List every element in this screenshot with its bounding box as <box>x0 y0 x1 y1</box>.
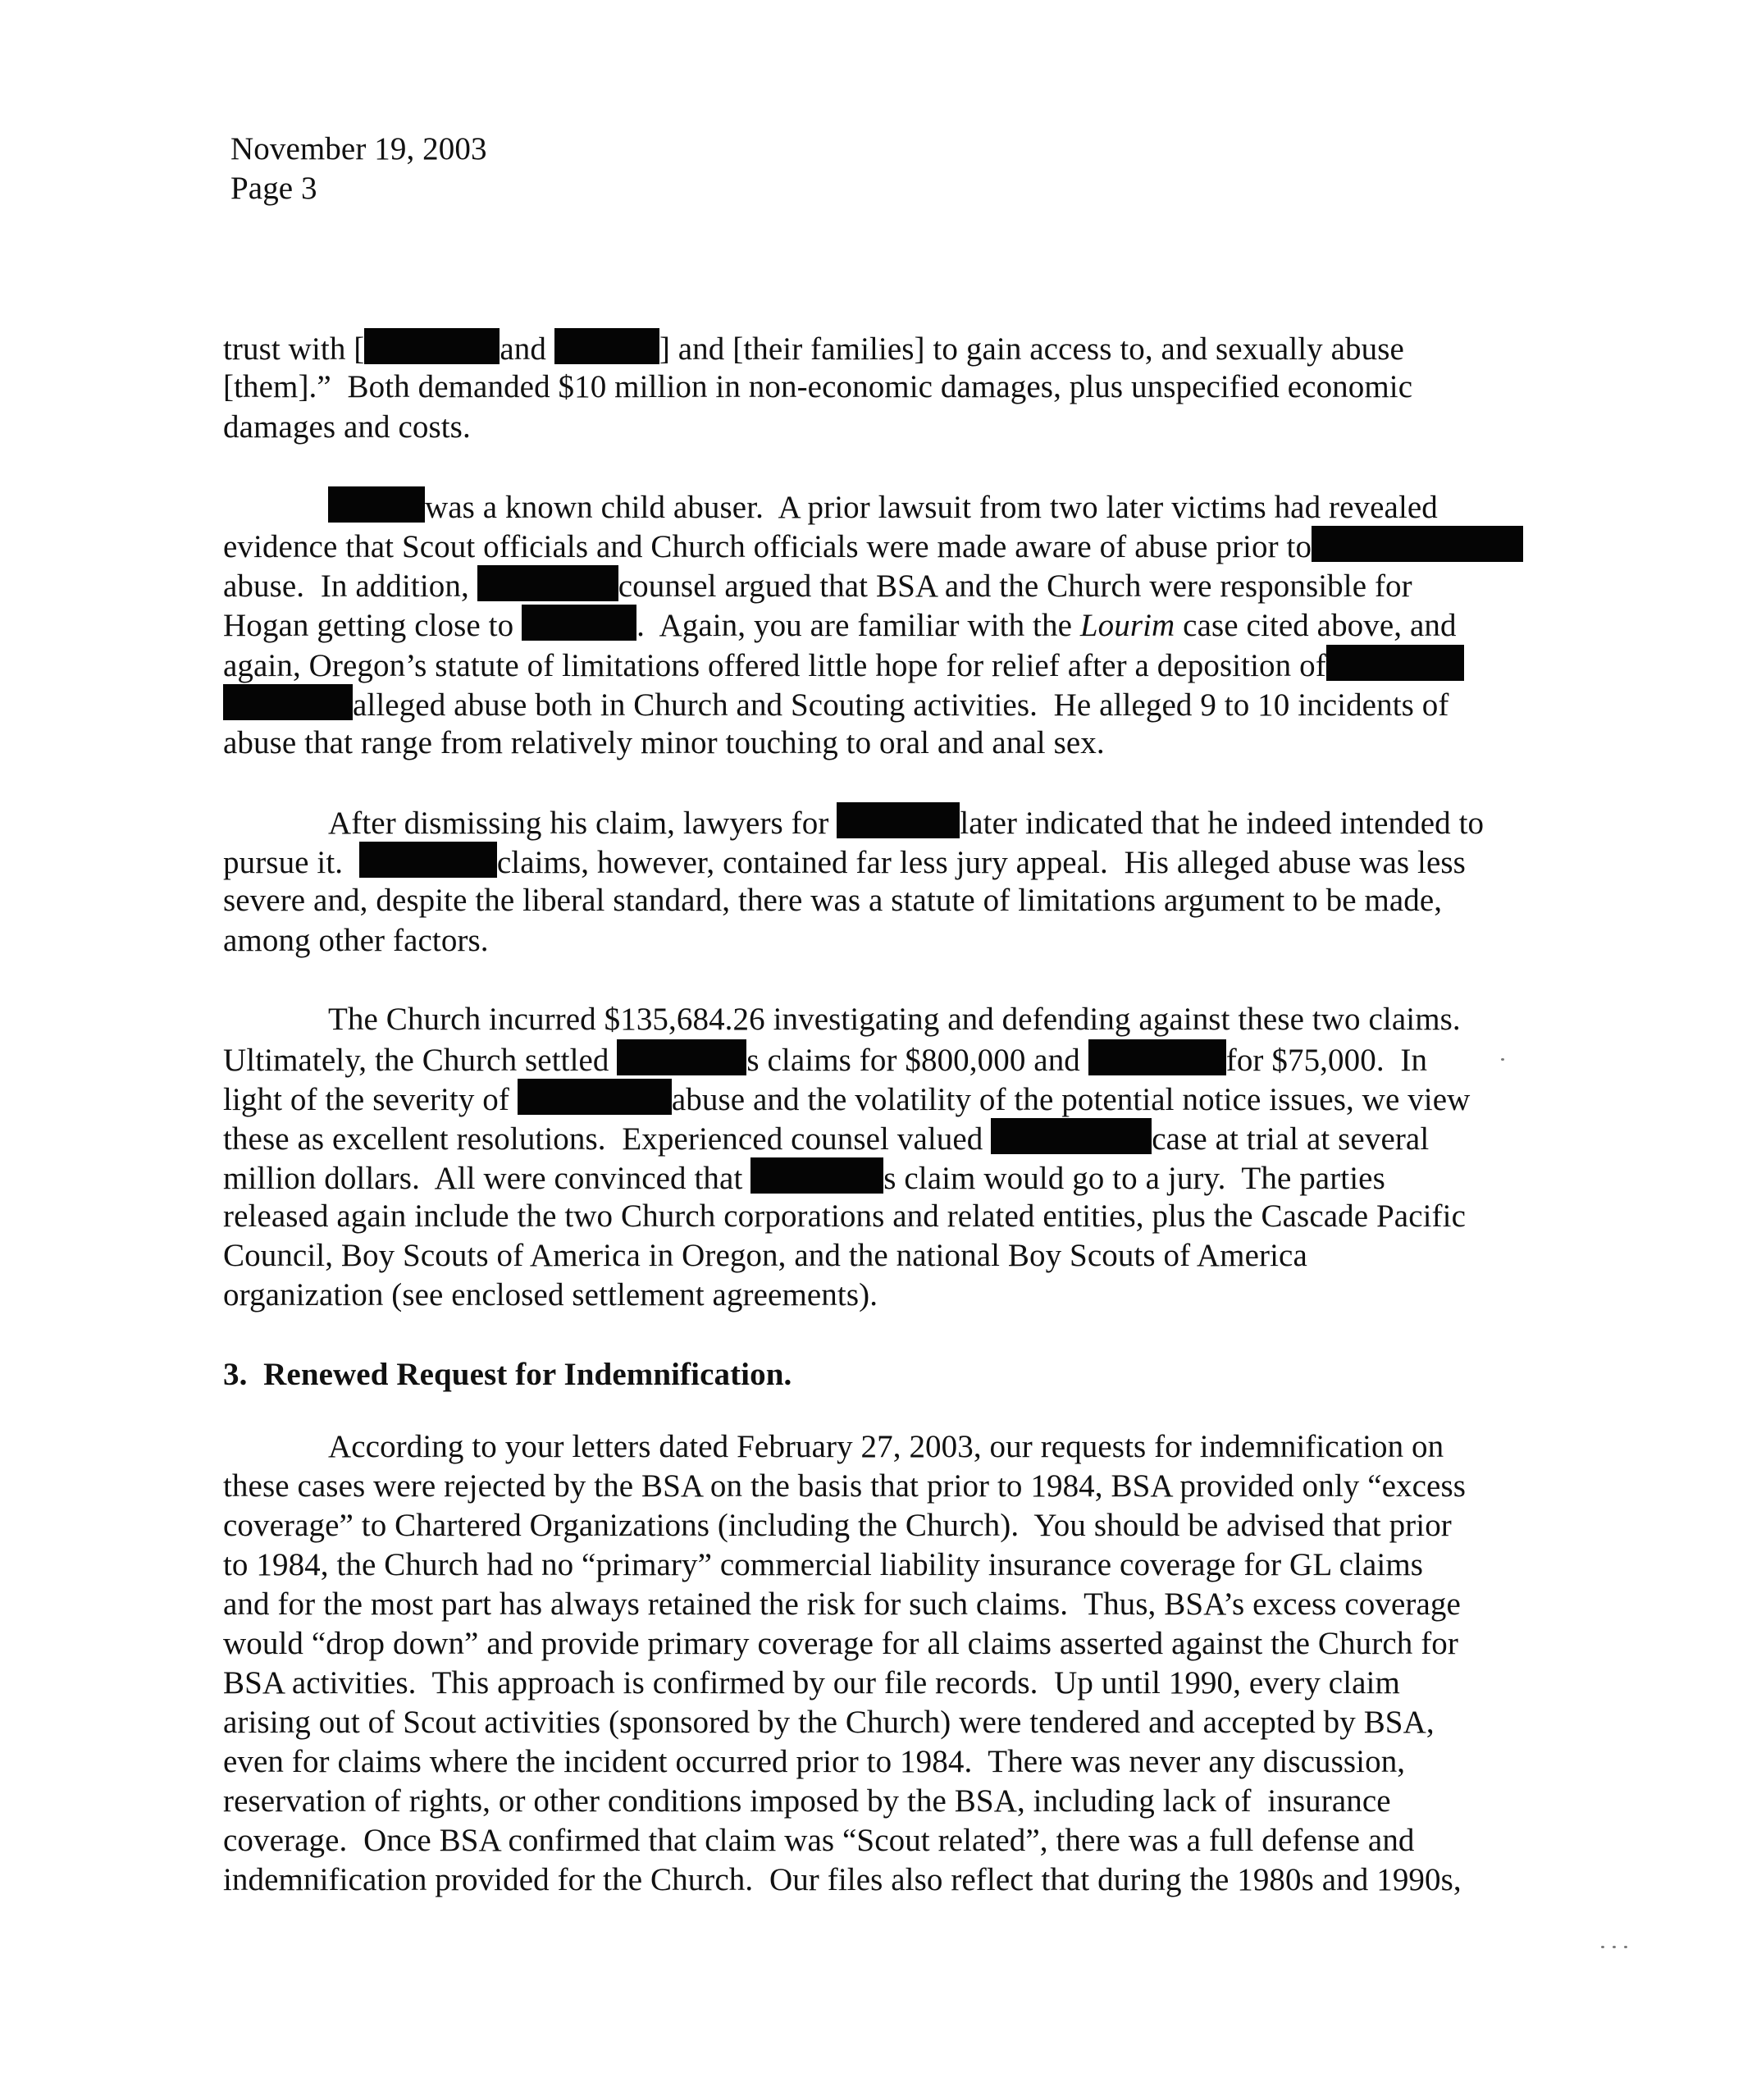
body-line: According to your letters dated February 27, 2003, our requests for indemnification on <box>328 1429 1444 1464</box>
scan-speck <box>1613 1946 1616 1948</box>
redaction-box <box>359 842 497 878</box>
letter-date: November 19, 2003 <box>230 131 487 167</box>
body-line: even for claims where the incident occurred prior to 1984. There was never any discussion, <box>223 1744 1406 1779</box>
scan-speck <box>1601 1946 1604 1948</box>
body-line: would “drop down” and provide primary coverage for all claims asserted against the Church for <box>223 1626 1458 1661</box>
body-line: The Church incurred $135,684.26 investigating and defending against these two claims. <box>328 1002 1461 1037</box>
section-heading: 3. Renewed Request for Indemnification. <box>223 1357 792 1392</box>
body-line: coverage. Once BSA confirmed that claim was “Scout related”, there was a full defense and <box>223 1823 1415 1858</box>
body-line: BSA activities. This approach is confirmed by our file records. Up until 1990, every claim <box>223 1665 1400 1701</box>
redaction-box <box>522 605 636 641</box>
redaction-box <box>518 1079 672 1115</box>
body-line: Hogan getting close to . Again, you are familiar with the Lourim case cited above, and <box>223 605 1457 646</box>
body-line: alleged abuse both in Church and Scouting activities. He alleged 9 to 10 incidents of <box>223 684 1448 725</box>
redaction-box <box>1312 526 1523 562</box>
body-line: again, Oregon’s statute of limitations offered little hope for relief after a deposition of <box>223 645 1464 686</box>
redaction-box <box>837 802 960 838</box>
redaction-box <box>223 684 353 720</box>
body-line: these cases were rejected by the BSA on the basis that prior to 1984, BSA provided only “excess <box>223 1468 1466 1504</box>
body-line: evidence that Scout officials and Church officials were made aware of abuse prior to <box>223 526 1523 567</box>
scan-speck <box>1624 1946 1627 1948</box>
body-line: to 1984, the Church had no “primary” commercial liability insurance coverage for GL claims <box>223 1547 1424 1582</box>
redaction-box <box>617 1039 746 1075</box>
redaction-box <box>328 486 425 523</box>
body-line: damages and costs. <box>223 409 471 445</box>
body-line: trust with [ and ] and [their families] to gain access to, and sexually abuse <box>223 328 1404 369</box>
body-line: light of the severity of abuse and the volatility of the potential notice issues, we view <box>223 1079 1470 1120</box>
body-line: indemnification provided for the Church. Our files also reflect that during the 1980s and 1990s, <box>223 1862 1462 1897</box>
redaction-box <box>750 1157 883 1194</box>
page-number: Page 3 <box>230 171 317 206</box>
redaction-box <box>1326 645 1464 681</box>
body-line: Ultimately, the Church settled s claims for $800,000 and for $75,000. In <box>223 1039 1427 1080</box>
body-line: Council, Boy Scouts of America in Oregon, and the national Boy Scouts of America <box>223 1238 1307 1273</box>
body-line: arising out of Scout activities (sponsored by the Church) were tendered and accepted by BSA, <box>223 1705 1435 1740</box>
scan-speck <box>1501 1058 1504 1061</box>
redaction-box <box>364 328 500 364</box>
redaction-box <box>477 565 618 601</box>
body-line: reservation of rights, or other conditions imposed by the BSA, including lack of insurance <box>223 1783 1391 1819</box>
redaction-box <box>1088 1039 1226 1075</box>
body-line: pursue it. claims, however, contained far less jury appeal. His alleged abuse was less <box>223 842 1466 883</box>
body-line: After dismissing his claim, lawyers for later indicated that he indeed intended to <box>328 802 1484 843</box>
body-line: was a known child abuser. A prior lawsuit from two later victims had revealed <box>328 486 1438 527</box>
body-line: severe and, despite the liberal standard, there was a statute of limitations argument to be made, <box>223 883 1443 918</box>
body-line: [them].” Both demanded $10 million in non-economic damages, plus unspecified economic <box>223 369 1413 404</box>
body-line: organization (see enclosed settlement agreements). <box>223 1277 878 1312</box>
body-line: abuse. In addition, counsel argued that BSA and the Church were responsible for <box>223 565 1412 606</box>
body-line: coverage” to Chartered Organizations (including the Church). You should be advised that prior <box>223 1508 1452 1543</box>
body-line: abuse that range from relatively minor touching to oral and anal sex. <box>223 725 1105 760</box>
redaction-box <box>554 328 659 364</box>
body-line: these as excellent resolutions. Experienced counsel valued case at trial at several <box>223 1118 1429 1159</box>
body-line: million dollars. All were convinced that s claim would go to a jury. The parties <box>223 1157 1385 1198</box>
body-line: released again include the two Church corporations and related entities, plus the Cascade Pacific <box>223 1198 1466 1234</box>
redaction-box <box>991 1118 1152 1154</box>
body-line: among other factors. <box>223 923 489 958</box>
body-line: and for the most part has always retained the risk for such claims. Thus, BSA’s excess coverage <box>223 1586 1461 1622</box>
